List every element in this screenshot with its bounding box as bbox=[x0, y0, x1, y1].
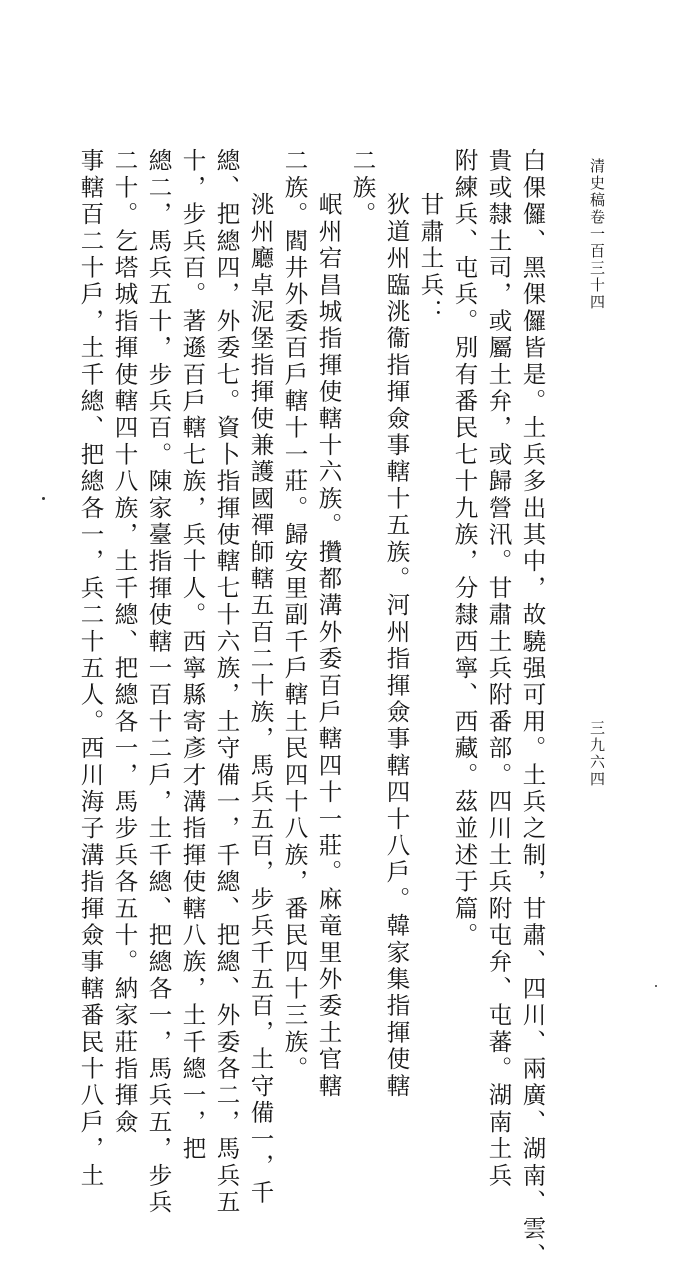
text-column: 附練兵、屯兵。別有番民七十九族，分隸西寧、西藏。茲並述于篇。 bbox=[450, 148, 479, 949]
text-column: 十，步兵百。著遜百戶轄七族，兵十人。西寧縣寄彥才溝指揮使轄八族，土千總一，把 bbox=[178, 148, 207, 1163]
page-number: 三九六四 bbox=[588, 720, 606, 788]
text-column: 二十。乞塔城指揮使轄四十八族，土千總、把總各一，馬步兵各五十。納家莊指揮僉 bbox=[110, 148, 139, 1136]
running-title: 清史稿卷一百三十四 bbox=[588, 158, 606, 311]
text-column: 事轄百二十戶，土千總、把總各一，兵二十五人。西川海子溝指揮僉事轄番民十八戶，土 bbox=[76, 148, 105, 1190]
text-column: 洮州廳卓泥堡指揮使兼護國禪師轄五百二十族，馬兵五百，步兵千五百，土守備一，千 bbox=[246, 192, 275, 1207]
scan-speck bbox=[655, 985, 657, 987]
section-heading: 甘肅土兵： bbox=[416, 192, 445, 326]
text-column: 總、把總四，外委七。資卜指揮使轄七十六族，土守備一，千總、把總、外委各二，馬兵五 bbox=[212, 148, 241, 1216]
text-column: 二族。 bbox=[348, 148, 377, 229]
text-column: 總二，馬兵五十，步兵百。陳家臺指揮使轄一百十二戶，土千總、把總各一，馬兵五，步兵 bbox=[144, 148, 173, 1216]
text-column: 白倮儸、黑倮儸皆是。土兵多出其中，故驍强可用。土兵之制，甘肅、四川、兩廣、湖南、雲、 bbox=[518, 148, 547, 1269]
text-column: 狄道州臨洮衞指揮僉事轄十五族。河州指揮僉事轄四十八戶。韓家集指揮使轄 bbox=[382, 192, 411, 1100]
text-column: 貴或隸土司，或屬土弁，或歸營汛。甘肅土兵附番部。四川土兵附屯弁、屯蕃。湖南土兵 bbox=[484, 148, 513, 1190]
scan-speck bbox=[42, 497, 45, 500]
text-column: 岷州宕昌城指揮使轄十六族。攢都溝外委百戶轄四十一莊。麻竜里外委土官轄 bbox=[314, 192, 343, 1100]
text-column: 二族。閻井外委百戶轄十一莊。歸安里副千戶轄土民四十八族，番民四十三族。 bbox=[280, 148, 309, 1083]
